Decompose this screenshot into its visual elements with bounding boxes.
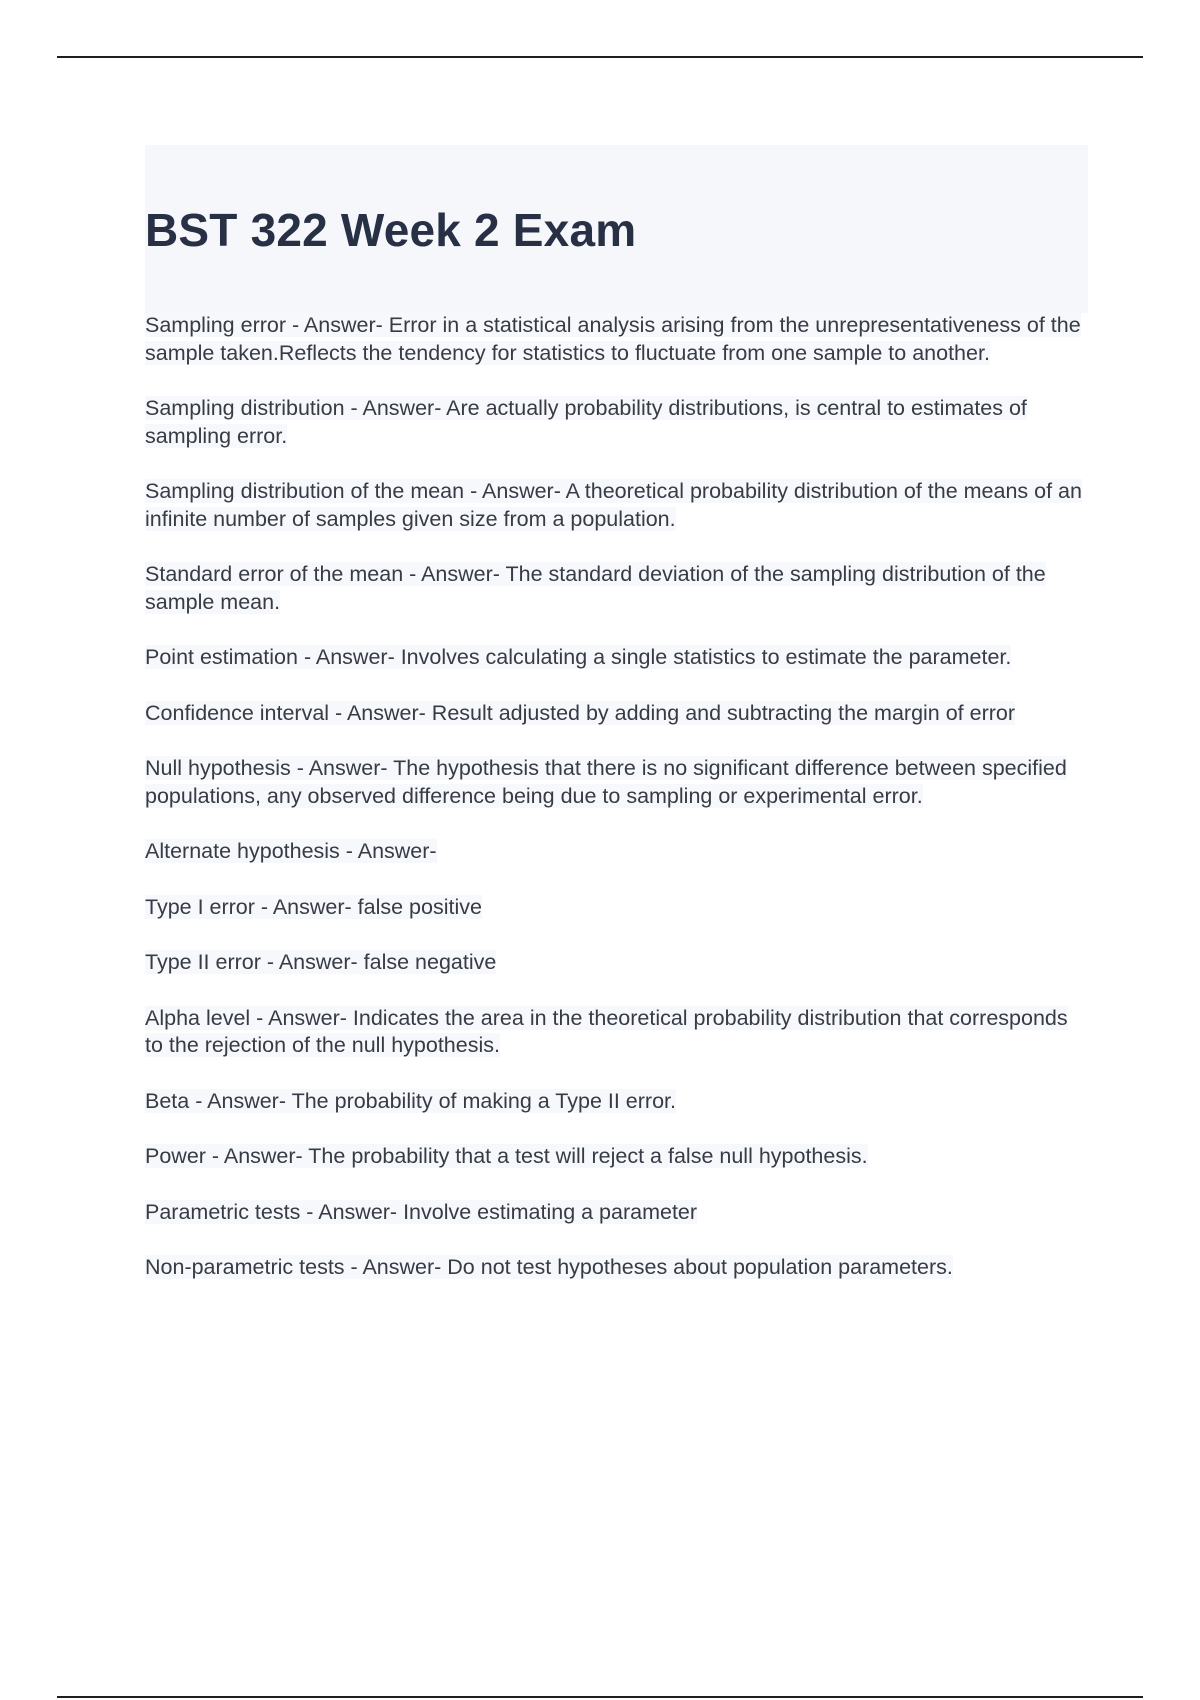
qa-item-non-parametric-tests: Non-parametric tests - Answer- Do not test hypotheses about population parameters. bbox=[145, 1255, 953, 1279]
page-title: BST 322 Week 2 Exam bbox=[145, 204, 637, 256]
qa-item-type-ii-error: Type II error - Answer- false negative bbox=[145, 950, 497, 974]
bottom-rule bbox=[57, 1696, 1143, 1698]
qa-item-null-hypothesis: Null hypothesis - Answer- The hypothesis that there is no significant difference between specified populations, any observed difference being due to sampling or experimental error. bbox=[145, 756, 1067, 808]
top-rule bbox=[57, 56, 1143, 58]
qa-item-sampling-distribution-of-mean: Sampling distribution of the mean - Answer- A theoretical probability distribution of the means of an infinite number of samples given size from a population. bbox=[145, 479, 1082, 531]
qa-item-sampling-error: Sampling error - Answer- Error in a statistical analysis arising from the unrepresentativeness of the sample taken.Reflects the tendency for statistics to fluctuate from one sample to another. bbox=[145, 313, 1081, 365]
qa-item-confidence-interval: Confidence interval - Answer- Result adjusted by adding and subtracting the margin of error bbox=[145, 700, 1016, 725]
qa-item-standard-error-of-mean: Standard error of the mean - Answer- The standard deviation of the sampling distribution of the sample mean. bbox=[145, 562, 1046, 614]
qa-item-alpha-level: Alpha level - Answer- Indicates the area in the theoretical probability distribution that corresponds to the rejection of the null hypothesis. bbox=[145, 1005, 1068, 1057]
qa-item-parametric-tests: Parametric tests - Answer- Involve estimating a parameter bbox=[145, 1199, 698, 1224]
qa-item-type-i-error: Type I error - Answer- false positive bbox=[145, 894, 482, 919]
qa-item-sampling-distribution: Sampling distribution - Answer- Are actually probability distributions, is central to estimates of sampling error. bbox=[145, 396, 1027, 448]
qa-item-beta: Beta - Answer- The probability of making a Type II error. bbox=[145, 1088, 676, 1113]
qa-item-point-estimation: Point estimation - Answer- Involves calculating a single statistics to estimate the parameter. bbox=[145, 645, 1012, 669]
qa-item-power: Power - Answer- The probability that a test will reject a false null hypothesis. bbox=[145, 1144, 868, 1168]
qa-list bbox=[145, 312, 1090, 1310]
qa-item-alternate-hypothesis: Alternate hypothesis - Answer- bbox=[145, 839, 437, 863]
